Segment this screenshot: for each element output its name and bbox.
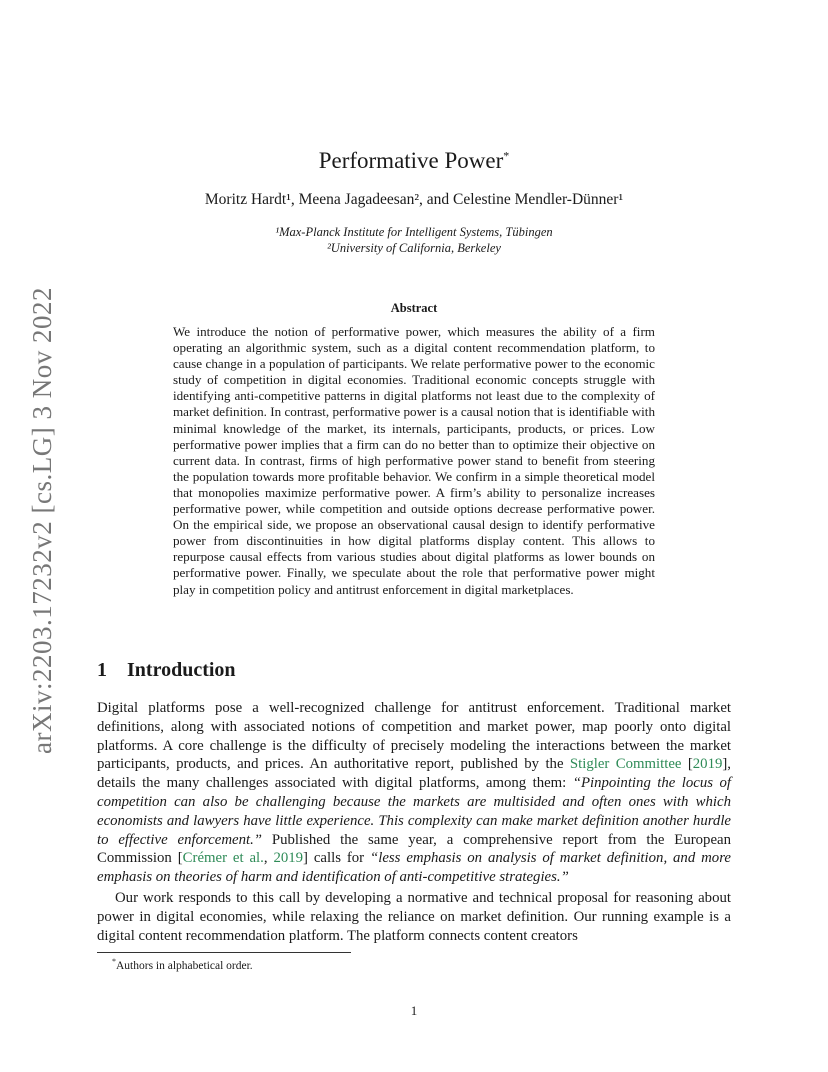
- footnote-text: Authors in alphabetical order.: [116, 959, 253, 972]
- p1-text-b: [: [681, 756, 693, 773]
- section-number: 1: [97, 659, 107, 681]
- affiliations: [0, 224, 828, 256]
- section-title: Introduction: [127, 659, 236, 681]
- p1-text-e: ,: [263, 850, 274, 867]
- p1-text-a: Digital platforms pose a well-recognized challenge for antitrust enforcement. Traditional market definitions, along with associated notions of competition and market power, map poorly onto digital platforms. A core challenge is the difficulty of precisely modeling the interactions between the market participants, products, and prices. An authoritative report, published by the: [97, 700, 731, 773]
- citation-link-stigler[interactable]: Stigler Committee: [569, 756, 682, 773]
- arxiv-sidebar: [22, 286, 62, 754]
- citation-link-cremer[interactable]: Crémer et al.: [182, 850, 264, 867]
- author-list: Moritz Hardt¹, Meena Jagadeesan², and Celestine Mendler-Dünner¹: [204, 191, 624, 208]
- affiliation-2: ²University of California, Berkeley: [327, 241, 501, 255]
- paper-title: [0, 148, 828, 174]
- p1-text-c: ], details the many challenges associated with digital platforms, among them:: [97, 756, 731, 792]
- quote-european-commission: “less emphasis on analysis of market definition, and more emphasis on theories of harm and identification of anti-competitive strategies.”: [97, 850, 731, 886]
- page-number: 1: [410, 1003, 418, 1018]
- abstract-body: We introduce the notion of performative power, which measures the ability of a firm operating an algorithmic system, such as a digital content recommendation platform, to cause change in a population of participants. We relate performative power to the economic study of competition in digital economies. Traditional economic concepts struggle with identifying anti-competitive patterns in digital platforms not least due to the complexity of market definition. In contrast, performative power is a causal notion that is identifiable with minimal knowledge of the market, its internals, participants, products, or prices. Low performative power implies that a firm can do no better than to optimize their objective on current data. In contrast, firms of high performative power stand to benefit from steering the population towards more profitable behavior. We confirm in a simple theoretical model that monopolies maximize performative power. A firm’s ability to personalize increases performative power, while competition and outside options decrease performative power. On the empirical side, we propose an observational causal design to identify performative power from discontinuities in how digital platforms display content. This allows to repurpose causal effects from various studies about digital platforms as lower bounds on performative power. Finally, we speculate about the role that performative power might play in competition policy and antitrust enforcement in digital marketplaces.: [173, 324, 655, 597]
- arxiv-identifier: arXiv:2203.17232v2 [cs.LG] 3 Nov 2022: [26, 286, 57, 754]
- abstract-heading: Abstract: [390, 301, 438, 315]
- citation-link-cremer-year[interactable]: 2019: [273, 850, 304, 867]
- citation-link-stigler-year[interactable]: 2019: [692, 756, 723, 773]
- p1-text-d: Published the same year, a comprehensive report from the European Commission [: [97, 831, 731, 867]
- paper-title-text: Performative Power: [318, 148, 504, 173]
- footnote-mark: *: [112, 957, 116, 966]
- title-footnote-mark: *: [503, 148, 510, 163]
- footnote-divider: [97, 952, 351, 953]
- introduction-paragraph-2: Our work responds to this call by developing a normative and technical proposal for reasoning about power in digital economies, while relaxing the reliance on market definition. Our running example is a digital content recommendation platform. The platform connects content creators: [97, 890, 731, 944]
- footnote: [112, 957, 253, 972]
- quote-stigler: “Pinpointing the locus of competition can also be challenging because the markets are multisided and often ones with which economists and lawyers have little experience. This complexity can make market definition another hurdle to effective enforcement.”: [97, 775, 731, 848]
- section-heading-introduction: [97, 659, 236, 682]
- affiliation-1: ¹Max-Planck Institute for Intelligent Systems, Tübingen: [275, 225, 553, 239]
- p1-text-f: ] calls for: [303, 850, 370, 867]
- introduction-paragraph-1: [97, 699, 731, 887]
